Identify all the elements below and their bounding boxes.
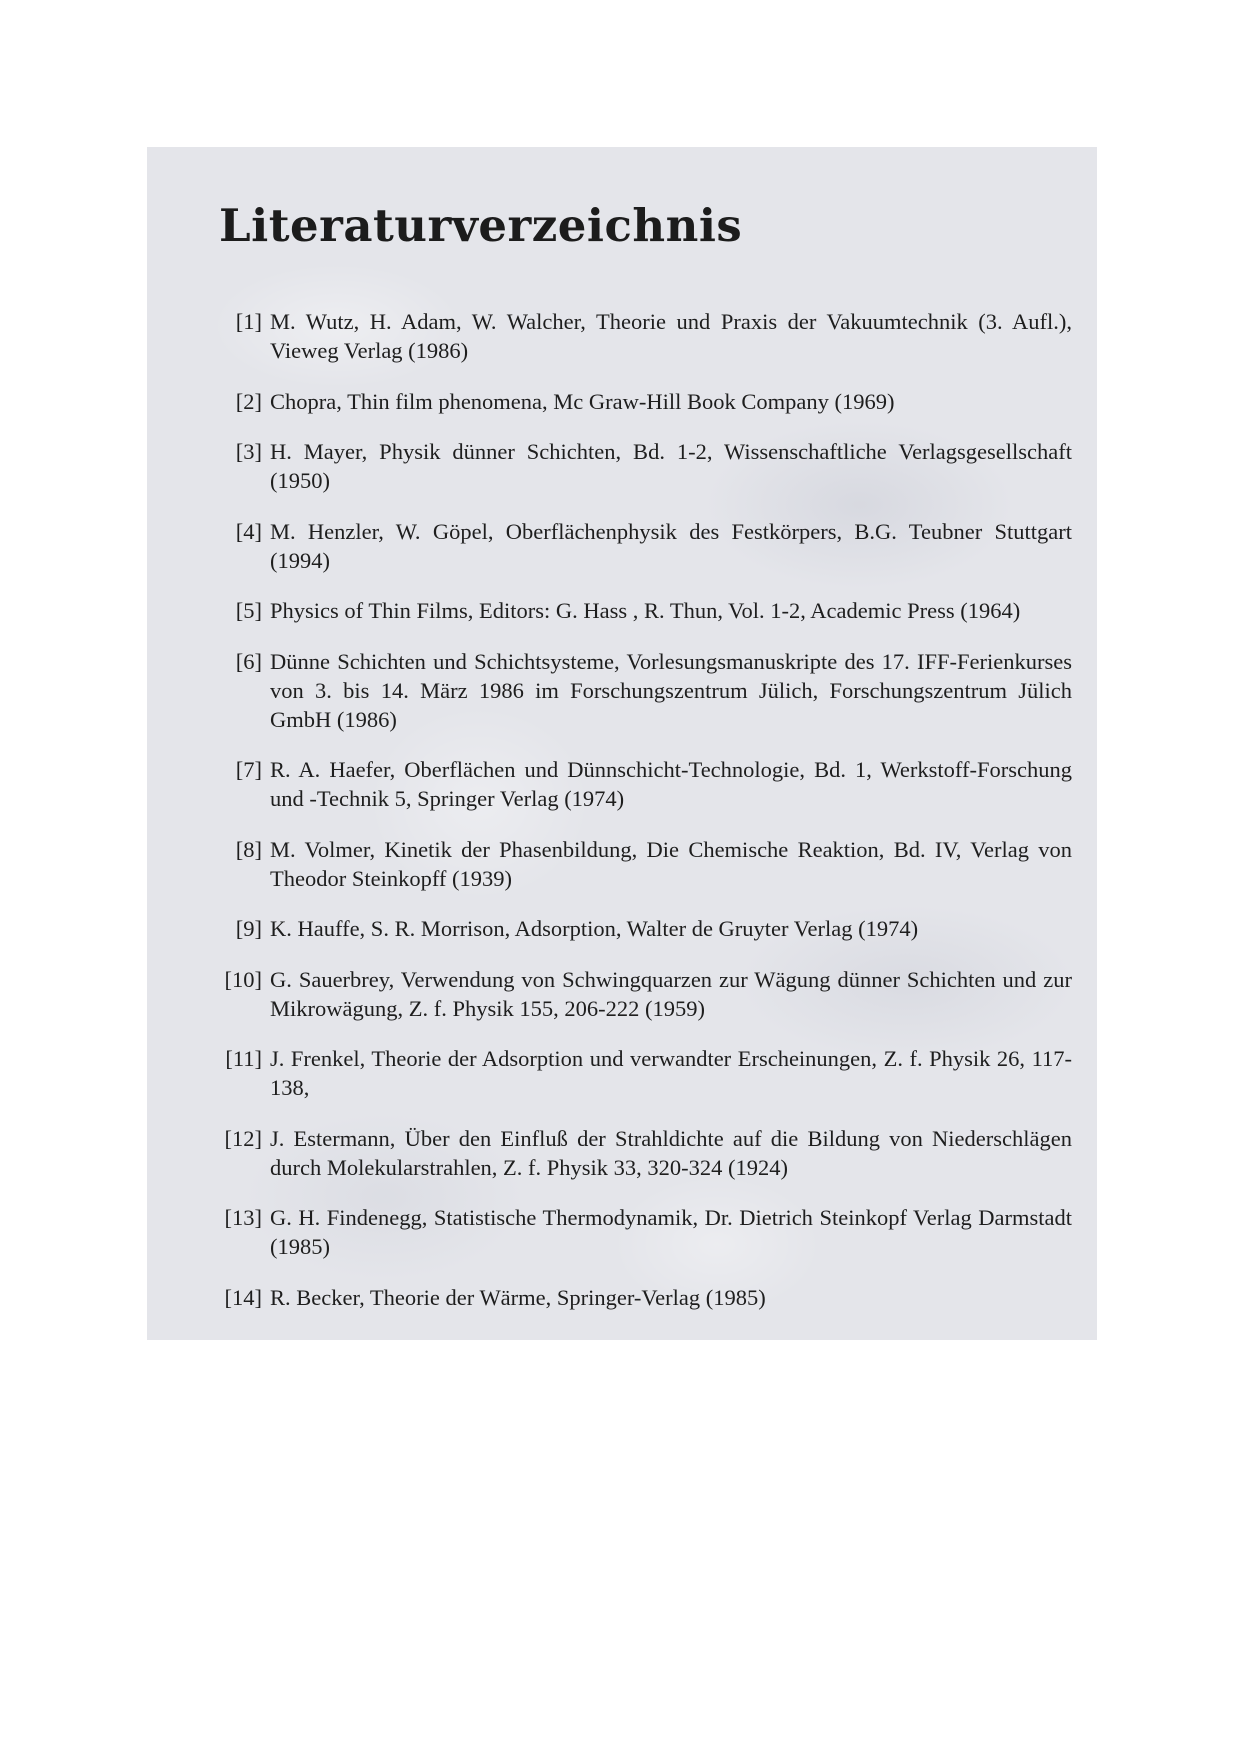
reference-list	[212, 307, 1072, 1333]
reference-number: [6]	[235, 648, 262, 674]
reference-text: H. Mayer, Physik dünner Schichten, Bd. 1-2, Wissenschaftliche Verlagsgesellschaft (1950)	[270, 439, 1072, 493]
reference-item	[212, 1124, 1072, 1182]
reference-number: [14]	[224, 1284, 262, 1310]
reference-text: R. A. Haefer, Oberflächen und Dünnschicht-Technologie, Bd. 1, Werkstoff-Forschung und -Technik 5, Springer Verlag (1974)	[270, 757, 1072, 811]
reference-text: Physics of Thin Films, Editors: G. Hass , R. Thun, Vol. 1-2, Academic Press (1964)	[270, 598, 1021, 623]
scanned-page	[147, 147, 1097, 1340]
reference-text: M. Wutz, H. Adam, W. Walcher, Theorie und Praxis der Vakuumtechnik (3. Aufl.), Vieweg Verlag (1986)	[270, 309, 1072, 363]
reference-item	[212, 835, 1072, 893]
reference-number: [8]	[235, 836, 262, 862]
reference-number: [13]	[224, 1205, 262, 1230]
reference-text: R. Becker, Theorie der Wärme, Springer-Verlag (1985)	[270, 1284, 766, 1310]
reference-number: [4]	[235, 518, 262, 544]
reference-number: [7]	[235, 757, 262, 782]
reference-text: K. Hauffe, S. R. Morrison, Adsorption, Walter de Gruyter Verlag (1974)	[270, 916, 919, 941]
reference-item	[212, 914, 1072, 943]
reference-item	[212, 517, 1072, 575]
reference-item	[212, 387, 1072, 416]
reference-item	[212, 1044, 1072, 1102]
page-title: Literaturverzeichnis	[219, 199, 743, 252]
reference-number: [11]	[225, 1046, 262, 1071]
reference-item	[212, 755, 1072, 813]
reference-text: J. Frenkel, Theorie der Adsorption und verwandter Erscheinungen, Z. f. Physik 26, 117-138,	[270, 1046, 1072, 1100]
reference-number: [5]	[235, 598, 262, 623]
reference-text: M. Volmer, Kinetik der Phasenbildung, Die Chemische Reaktion, Bd. IV, Verlag von Theodor Steinkopff (1939)	[270, 836, 1072, 891]
reference-item	[212, 307, 1072, 365]
reference-item	[212, 596, 1072, 625]
reference-number: [12]	[224, 1125, 262, 1151]
reference-text: M. Henzler, W. Göpel, Oberflächenphysik des Festkörpers, B.G. Teubner Stuttgart (1994)	[270, 518, 1072, 573]
reference-item	[212, 437, 1072, 495]
reference-item	[212, 1203, 1072, 1261]
reference-number: [2]	[235, 388, 262, 414]
reference-number: [9]	[235, 916, 262, 941]
reference-number: [1]	[235, 309, 262, 334]
reference-item	[212, 647, 1072, 734]
reference-item	[212, 965, 1072, 1023]
reference-number: [3]	[235, 439, 262, 464]
reference-number: [10]	[224, 966, 262, 992]
reference-text: G. Sauerbrey, Verwendung von Schwingquarzen zur Wägung dünner Schichten und zur Mikrowägung, Z. f. Physik 155, 206-222 (1959)	[270, 966, 1072, 1021]
reference-text: G. H. Findenegg, Statistische Thermodynamik, Dr. Dietrich Steinkopf Verlag Darmstadt (1985)	[270, 1205, 1072, 1259]
reference-text: Chopra, Thin film phenomena, Mc Graw-Hill Book Company (1969)	[270, 388, 895, 414]
reference-text: Dünne Schichten und Schichtsysteme, Vorlesungsmanuskripte des 17. IFF-Ferienkurses von 3. bis 14. März 1986 im Forschungszentrum Jülich, Forschungszentrum Jülich GmbH (1986)	[270, 648, 1072, 732]
reference-text: J. Estermann, Über den Einfluß der Strahldichte auf die Bildung von Niederschlägen durch Molekularstrahlen, Z. f. Physik 33, 320-324 (1924)	[270, 1125, 1072, 1180]
reference-item	[212, 1283, 1072, 1312]
